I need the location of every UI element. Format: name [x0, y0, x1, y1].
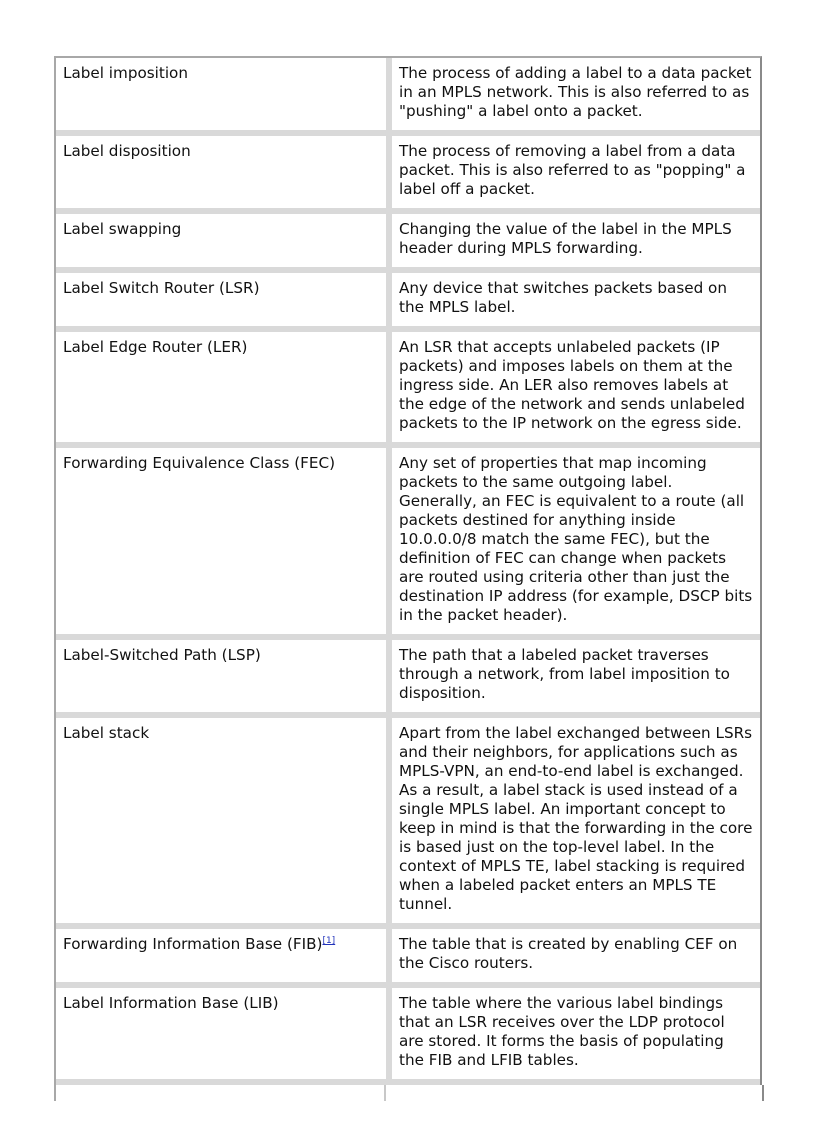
definition-cell: The table where the various label bindings that an LSR receives over the LDP protocol are stored. It forms the basis of populating the FIB and LFIB tables.	[392, 988, 760, 1085]
definition-cell: The process of removing a label from a data packet. This is also referred to as "popping" a label off a packet.	[392, 136, 760, 214]
term-cell: Label stack	[56, 718, 392, 929]
term-cell: Label disposition	[56, 136, 392, 214]
table-row	[56, 136, 760, 214]
term-text: Forwarding Information Base (FIB)	[63, 935, 323, 953]
table-row	[56, 332, 760, 448]
term-cell: Label swapping	[56, 214, 392, 273]
definition-cell: The process of adding a label to a data packet in an MPLS network. This is also referred to as "pushing" a label onto a packet.	[392, 58, 760, 136]
mpls-terminology-table	[54, 56, 762, 1085]
term-cell: Label Information Base (LIB)	[56, 988, 392, 1085]
term-cell: Label Edge Router (LER)	[56, 332, 392, 448]
footnote-link[interactable]: [1]	[322, 935, 336, 946]
column-divider-line	[384, 1085, 386, 1101]
left-border-line	[54, 1085, 56, 1101]
table-row	[56, 214, 760, 273]
term-cell: Label-Switched Path (LSP)	[56, 640, 392, 718]
table-row	[56, 929, 760, 988]
term-cell: Label Switch Router (LSR)	[56, 273, 392, 332]
table-row	[56, 718, 760, 929]
definition-cell: The path that a labeled packet traverses through a network, from label imposition to disposition.	[392, 640, 760, 718]
table-row	[56, 448, 760, 640]
definition-cell: Apart from the label exchanged between LSRs and their neighbors, for applications such as MPLS-VPN, an end-to-end label is exchanged. As a result, a label stack is used instead of a single MPLS label. An important concept to keep in mind is that the forwarding in the core is based just on the top-level label. In the context of MPLS TE, label stacking is required when a labeled packet enters an MPLS TE tunnel.	[392, 718, 760, 929]
definition-cell: Any set of properties that map incoming packets to the same outgoing label. Generally, an FEC is equivalent to a route (all packets destined for anything inside 10.0.0.0/8 match the same FEC), but the definition of FEC can change when packets are routed using criteria other than just the destination IP address (for example, DSCP bits in the packet header).	[392, 448, 760, 640]
table-row	[56, 640, 760, 718]
term-cell	[56, 929, 392, 988]
table-row	[56, 58, 760, 136]
right-border-line	[762, 1085, 764, 1101]
table-row	[56, 988, 760, 1085]
glossary-page	[54, 56, 764, 1101]
table-row	[56, 273, 760, 332]
definition-cell: Any device that switches packets based on the MPLS label.	[392, 273, 760, 332]
definition-cell: Changing the value of the label in the MPLS header during MPLS forwarding.	[392, 214, 760, 273]
term-cell: Label imposition	[56, 58, 392, 136]
table-continuation	[54, 1085, 764, 1101]
definition-cell: The table that is created by enabling CEF on the Cisco routers.	[392, 929, 760, 988]
term-cell: Forwarding Equivalence Class (FEC)	[56, 448, 392, 640]
definition-cell: An LSR that accepts unlabeled packets (IP packets) and imposes labels on them at the ingress side. An LER also removes labels at the edge of the network and sends unlabeled packets to the IP network on the egress side.	[392, 332, 760, 448]
